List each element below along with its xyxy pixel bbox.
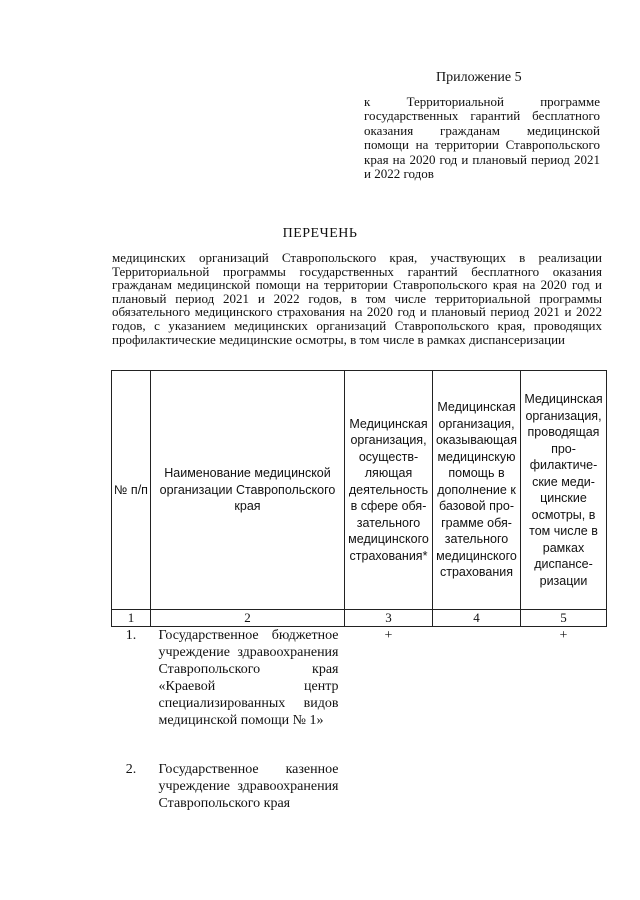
header-organization-name: Наименование медицинской организации Ставропольского края [151,371,345,610]
list-description: медицинских организаций Ставропольского края, участвующих в реализации Территориальной программы государственных гарантий бесплатного оказания гражданам медицинской помощи на территории Ставропольского края на 2020 год и плановый период 2021 и 2022 годов, в том числе территориальной программы обязательного медицинского страхования на 2020 год и плановый период 2021 и 2022 годов, с указанием медицинских организаций Ставропольского края, проводящих профилактические медицинские осмотры, в том числе в рамках диспансеризации [112,250,602,347]
column-number: 4 [433,610,521,627]
column-number: 2 [151,610,345,627]
row-additional-care-mark [433,627,521,730]
row-preventive-mark: + [559,628,568,643]
row-oms-mark [345,761,433,812]
appendix-reference: к Территориальной программе государственных гарантий бесплатного оказания гражданам медицинской помощи на территории Ставропольского края на 2020 год и плановый период 2021 и 2022 годов [364,94,600,182]
table-row [112,761,607,812]
row-organization-name: Государственное бюджетное учреждение здравоохранения Ставропольского края «Краевой центр специализированных видов медицинской помощи № 1» [158,628,339,728]
appendix-title: Приложение 5 [436,70,522,85]
table-row [112,627,607,730]
row-number: 2. [125,762,137,777]
organizations-table [111,370,607,812]
row-organization-name: Государственное казенное учреждение здравоохранения Ставропольского края [158,762,339,811]
row-additional-care-mark [433,761,521,812]
row-preventive-mark [521,761,607,812]
row-spacer [112,729,607,761]
header-oms-participant: Медицинская организация, осуществляющая деятельность в сфере обязательного медицинского страхования* [345,371,433,610]
column-number: 3 [345,610,433,627]
column-number: 1 [112,610,151,627]
header-number: № п/п [112,371,151,610]
list-title: ПЕРЕЧЕНЬ [282,226,358,241]
header-additional-care: Медицинская организация, оказывающая медицинскую помощь в дополнение к базовой программе обязательного медицинского страхования [433,371,521,610]
column-number: 5 [521,610,607,627]
header-preventive-exams: Медицинская организация, проводящая профилактические медицинские осмотры, в том числе в рамках диспансеризации [521,371,607,610]
row-oms-mark: + [384,628,393,643]
row-number: 1. [125,628,137,643]
table-header-row [112,371,607,610]
column-number-row [112,610,607,627]
